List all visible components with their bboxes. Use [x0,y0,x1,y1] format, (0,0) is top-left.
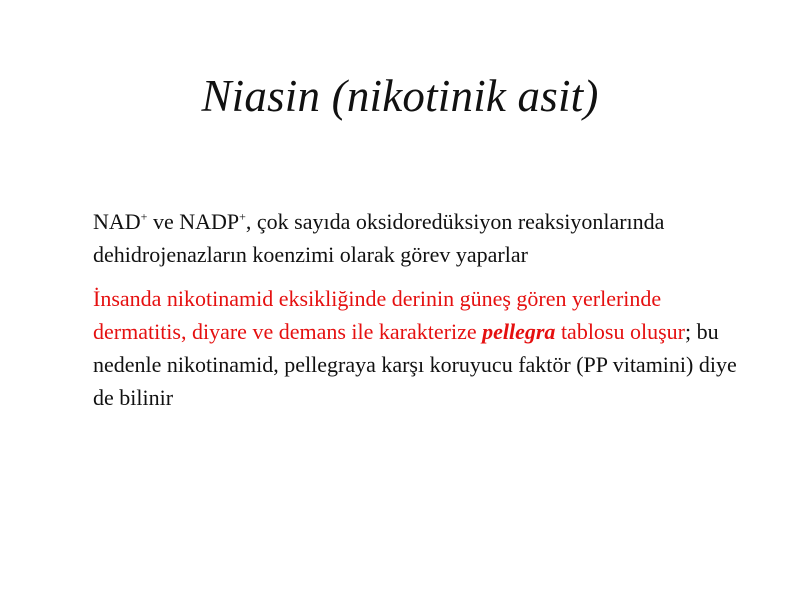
slide-title: Niasin (nikotinik asit) [201,71,599,121]
paragraph-pellegra [93,282,753,414]
slide-body [93,205,753,414]
paragraph-nad-rest: , çok sayıda oksidoredüksiyon reaksiyonlarında dehidrojenazların koenzimi olarak görev yaparlar [93,209,665,267]
ve-nadp-text: ve NADP [147,209,240,234]
pellegra-emphasis: pellegra [482,319,556,344]
nadp-superscript: + [239,209,246,224]
paragraph-nad [93,205,753,271]
paragraph-pellegra-rest: ; bu nedenle nikotinamid, pellegraya karşı koruyucu faktör (PP vitamini) diye de bilinir [93,319,737,410]
tablosu-text: tablosu oluşur [555,319,685,344]
nad-text: NAD [93,209,141,234]
deficiency-text: İnsanda nikotinamid eksikliğinde derinin güneş gören yerlerinde dermatitis, diyare ve demans ile karakterize [93,286,662,344]
nad-superscript: + [140,209,148,224]
